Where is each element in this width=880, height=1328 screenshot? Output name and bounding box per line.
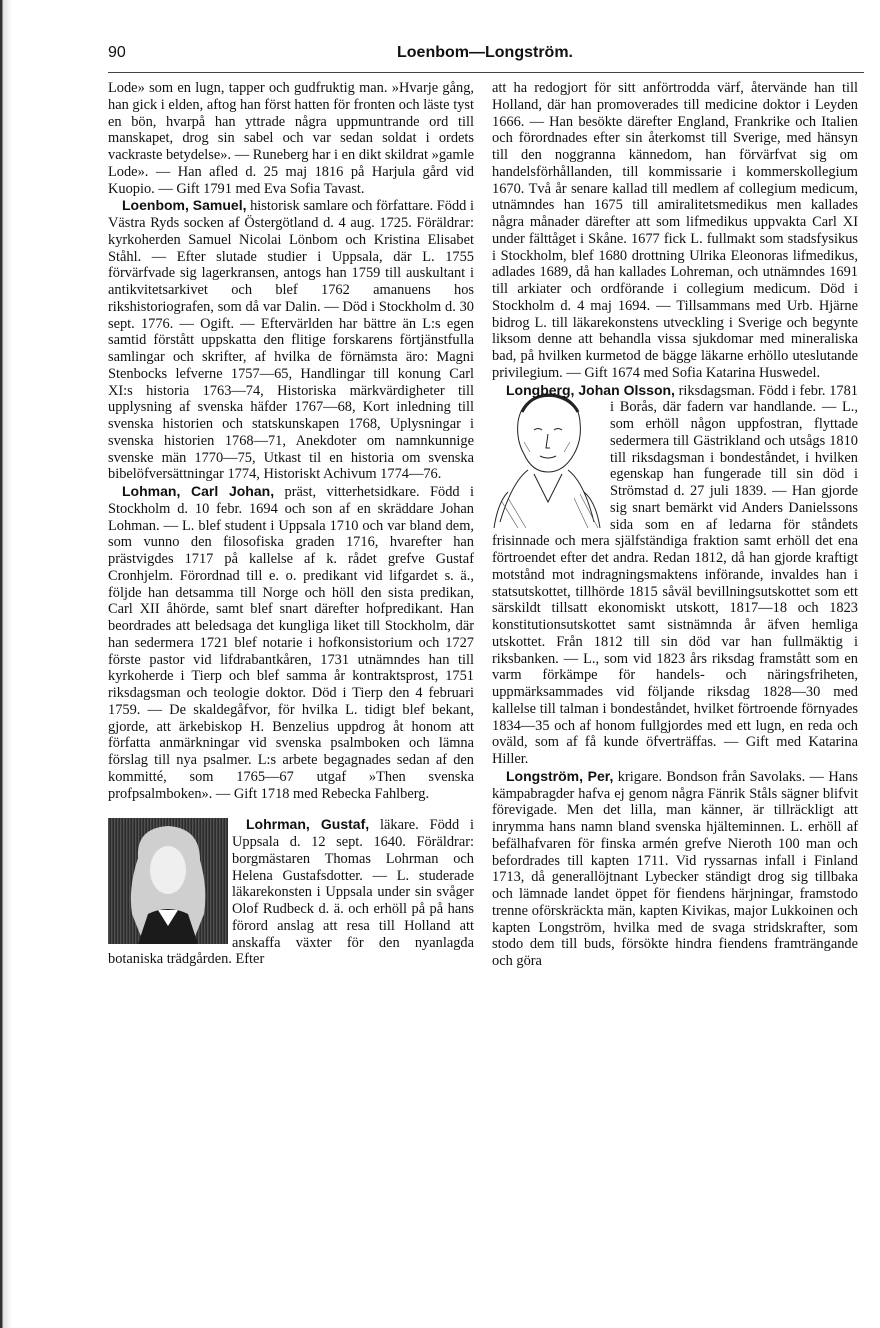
entry-headword: Longström, Per, (506, 767, 614, 784)
continued-text: Lode» som en lugn, tapper och gudfruktig man. »Hvarje gång, han gick i elden, aftog han först hatten för fronten och läste tyst en bön, hvarpå han yttrade några uppmuntrande ord till manskapet, drog sin sabel och var sedan soldat i ordets vackraste betydelse». — Runeberg har i en dikt skildrat »gamle Lode». — Han afled d. 25 maj 1816 på Harjula gård vid Kuopio. — Gift 1791 med Eva Sofia Tavast. (108, 80, 474, 197)
entry-text: krigare. Bondson från Savolaks. — Hans kämpabragder hafva ej genom några Fänrik Ståls sägner blifvit förevigade. Men det lilla, man känner, är tillräckligt att inrymma hans namn bland svenska hjälteminnen. L. erhöll af befälhafvaren för finska armén grefve Nieroth 100 man och befordrades till kapten 1711. Vid ryssarnas infall i Finland 1713, då generallöjtnant Lybecker ständigt drog sig tillbaka och lämnade landet öppet för fiendens härjningar, framstodo trenne oförskräckta män, kapten Kivikas, major Lukkoinen och kapten Longström, hvilka med de svaga stridskrafter, som stodo dem till buds, försökte hindra fiendens framträngande och göra (492, 768, 858, 969)
page-number: 90 (108, 44, 126, 61)
entry-lohrman (108, 816, 474, 968)
left-column (108, 80, 474, 968)
right-column (492, 80, 858, 970)
entry-longberg (492, 382, 858, 768)
entry-headword: Lohrman, Gustaf, (246, 816, 370, 833)
entry-loenbom (108, 197, 474, 483)
portrait-longberg-image (488, 382, 606, 528)
entry-headword: Longberg, Johan Olsson, (506, 381, 675, 398)
running-head: Loenbom—Longström. (397, 44, 573, 61)
entry-text: präst, vitterhetsidkare. Född i Stockholm d. 10 febr. 1694 och son af en skräddare Johan Lohman. — L. blef student i Uppsala 1710 och var bland dem, som vunno den filosofiska graden 1716, hvarefter han prästvigdes 1717 på kallelse af k. rådet grefve Gustaf Cronhjelm. Förordnad till e. o. predikant vid lifgardet s. ä., följde han detsamma till Norge och höll den sista predikan, Carl XII åhörde, samt blef snart därefter hofpredikant. Han beordrades att beledsaga det kungliga liket till Stockholm, där han sedermera 1721 blef notarie i hofkonsistorium och 1727 förste pastor vid lifdrabantkåren, 1731 utnämndes han till kyrkoherde i Tierp och blef samma år kontraktsprost, 1751 riksdagsman och teologie doktor. Död i Tierp den 4 februari 1759. — De skaldegåfvor, för hvilka L. tidigt blef bekant, gjorde, att ärkebiskop H. Benzelius uppdrog åt honom att författa anmärkningar vid svenska psalmboken och lämna förslag till nya psalmer. L:s arbete begagnades sedan af den kommitté, som 1765—67 utgaf »Then svenska profpsalmboken». — Gift 1718 med Rebecka Fahlberg. (108, 484, 475, 802)
entry-headword: Loenbom, Samuel, (122, 197, 247, 214)
entry-longstrom (492, 768, 858, 970)
page-header (108, 44, 862, 70)
entry-text: läkare. Född i Uppsala d. 12 sept. 1640. Föräldrar: borgmästaren Thomas Lohrman och Helena Gustafsdotter. — L. studerade läkarekonsten i Uppsala under sin svåger Olof Rudbeck d. ä. och erhöll på på hans förord anslag att resa till Holland att anskaffa växter för den nyanlagda botaniska trädgården. Efter (108, 817, 474, 968)
entry-headword: Lohman, Carl Johan, (122, 483, 275, 499)
continued-text: att ha redogjort för sitt anförtrodda värf, återvände han till Holland, där han promoverades till medicine doktor i Leyden 1666. — Han besökte därefter England, Frankrike och Italien och förordnades efter sin återkomst till Sverige, med hänsyn till den noggranna kännedom, han förvärfvat sig om handelsförhållanden, till kommissarie i kommerskollegium 1670. Två år senare kallad till medlem af collegium medicum, utnämndes han 1675 till amiralitetsmedikus men kallades några månader därefter att som lifmedikus uppvakta Carl XI under fälttåget i Skåne. 1677 fick L. fullmakt som stadsfysikus i Stockholm, blef 1680 drottning Ulrika Eleonoras lifmedikus, adlades 1689, då han kallades Lohreman, och utnämndes 1691 till arkiater och ordförande i collegium medicum. Död i Stockholm d. 4 maj 1694. — Tillsammans med Urb. Hjärne bidrog L. till läkarekonstens utveckling i Sverige och begynte liksom denne att behandla vissa sjukdomar med mineraliska bad, på hvilken kurmetod de bägge läkarne erhöllo uteslutande privilegium. — Gift 1674 med Sofia Katarina Huswedel. (492, 80, 858, 381)
portrait-lohrman-image (108, 818, 228, 944)
entry-text: historisk samlare och författare. Född i Västra Ryds socken af Östergötland d. 4 aug. 1725. Föräldrar: kyrkoherden Samuel Nicolai Lönbom och Kristina Elisabet Ståhl. — Efter slutade studier i Uppsala, där L. 1755 förvärfvade sig lagerkransen, antogs han 1759 till auskultant i antikvitetsarkivet och blef 1762 amanuens hos rikshistoriografen, som då var Dalin. — Död i Stockholm d. 30 sept. 1776. — Ogift. — Eftervärlden har bättre än L:s egen samtid förstått uppskatta den flitige forskarens förtjänstfulla samlingar och skrifter, af hvilka de förnämsta äro: Magni Stenbocks lefverne 1757—65, Handlingar till konung Carl XI:s historia 1763—74, Historiska märkvärdigheter till upplysning af svenska häfder 1767—68, Kort inledning till svenska historien och statskunskapen 1768, Uplysningar i svenska historien 1768—71, Anekdoter om namnkunnige svenske män 1770—75, Utkast til en historia om svenska bibelöfversättningar 1774, Historiskt Achivum 1774—76. (108, 198, 474, 483)
header-rule (108, 72, 864, 73)
entry-lohman (108, 483, 474, 802)
entry-text: riksdagsman. Född i febr. 1781 i Borås, där fadern var handlande. — L., som erhöll någon uppfostran, flyttade sedermera till Gästrikland och utsågs 1810 till riksdagsman i bondeståndet, i hvilken egenskap han fungerade till sin död i Strömstad d. 27 juli 1839. — Han gjorde sig snart bemärkt vid Anders Danielssons sida som en af ledarna för ståndets frisinnade och mera själfständiga fraktion samt erhöll det ena förtroendet efter det andra. Redan 1812, då han gjorde kraftigt motstånd mot indragningsmaktens införande, invaldes han i statsutskottet, tillhörde 1815 såväl bevillningsutskottet som ett särskildt tillsatt ekonomiskt utskott, 1817—18 och 1823 konstitutionsutskottet samt sistnämnda år äfven hemliga utskottet. Från 1812 till sin död var han fullmäktig i riksbanken. — L., som vid 1823 års riksdag framstått som en varm förkämpe för handels- och näringsfriheten, uppmärksammades vid följande riksdag 1828—30 med kallelse till talman i bondeståndet, hvilket förtroende förnyades 1834—35 och af honom fullgjordes med ett lugn, en reda och oväld, som af få kunde öfverträffas. — Gift med Katarina Hiller. (492, 382, 858, 767)
scan-edge-shadow (2, 0, 12, 1328)
